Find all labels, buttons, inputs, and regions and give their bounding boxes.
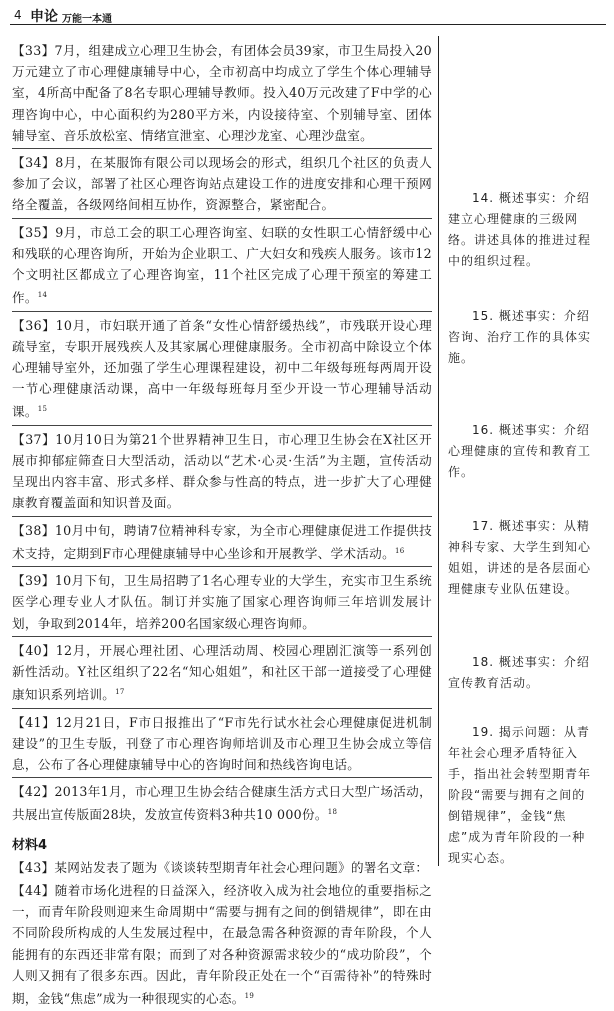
- paragraph-38: 【38】10月中旬，聘请7位精神科专家，为全市心理健康促进工作提供技术支持，定期到F市心理健康辅导中心坐诊和开展教学、学术活动。$^{16}$: [12, 522, 432, 562]
- main-column: [12, 40, 432, 1011]
- side-note-15: 15. 概述事实：介绍咨询、治疗工作的具体实施。: [448, 309, 592, 365]
- separator: [12, 311, 432, 312]
- header-rule: [10, 24, 606, 25]
- column-divider: [438, 36, 439, 866]
- separator: [12, 148, 432, 149]
- paragraph-41: 【41】12月21日，F市日报推出了“F市先行试水社会心理健康促进机制建设”的卫生专版，刊登了市心理咨询师培训及市心理卫生协会成立等信息，公布了各心理健康辅导中心的咨询时间和热线咨询电话。: [12, 714, 432, 773]
- footnote-ref: 16: [394, 546, 405, 555]
- separator: [12, 425, 432, 426]
- paragraph-34: 【34】8月，在某服饰有限公司以现场会的形式，组织几个社区的负责人参加了会议，部署了社区心理咨询站点建设工作的进度安排和心理干预网络全覆盖，各级网络间相互协作，资源整合，紧密配合。: [12, 155, 432, 213]
- separator: [12, 636, 432, 637]
- page-header: [10, 4, 606, 26]
- footnote-ref: 19: [244, 992, 255, 1001]
- separator: [12, 566, 432, 567]
- side-note-14: 14. 概述事实：介绍建立心理健康的三级网络。讲述具体的推进过程中的组织过程。: [448, 191, 592, 268]
- side-note-16: 16. 概述事实：介绍心理健康的宣传和教育工作。: [448, 423, 592, 479]
- separator: [12, 218, 432, 219]
- paragraph-39: 【39】10月下旬，卫生局招聘了1名心理专业的大学生，充实市卫生系统医学心理专业人才队伍。制订并实施了国家心理咨询师三年培训发展计划，争取到2014年，培养200名国家级心理咨询师。: [12, 573, 432, 631]
- paragraph-40: 【40】12月，开展心理社团、心理活动周、校园心理剧汇演等一系列创新性活动。Y社区组织了22名“知心姐姐”，和社区干部一道接受了心理健康知识系列培训。$^{17}$: [12, 642, 432, 703]
- side-note-18: 18. 概述事实：介绍宣传教育活动。: [448, 655, 590, 690]
- page-number: 4: [14, 8, 22, 22]
- paragraph-44: 【44】随着市场化进程的日益深入，经济收入成为社会地位的重要指标之一，而青年阶段则迎来生命周期中“需要与拥有之间的倒错规律”，即在由不同阶段所构成的人生发展过程中，在最急需各种资源的青年阶段，个人能拥有的东西还非常有限；而到了对各种资源需求较少的“成功阶段”，个人则又拥有了很多东西。因此，青年阶段正处在一个“百需待补”的特殊时期，金钱“焦虑”成为一种很现实的心态。$^{19}$: [12, 883, 432, 1007]
- separator: [12, 708, 432, 709]
- paragraph-42: 【42】2013年1月，市心理卫生协会结合健康生活方式日大型广场活动，共展出宣传版面28块，发放宣传资料3种共10 000份。$^{18}$: [12, 784, 432, 823]
- paragraph-36: 【36】10月，市妇联开通了首条“女性心情舒缓热线”，市残联开设心理疏导室，专职开展残疾人及其家属心理健康服务。全市初高中除设立个体心理辅导室外，还加强了学生心理课程建设，初中二年级每班每两周开设一节心理健康活动课，高中一年级每班每月至少开设一节心理辅导活动课。$^{15}$: [12, 317, 432, 420]
- footnote-ref: 15: [37, 405, 48, 414]
- book-title: 申论: [30, 9, 58, 25]
- material-heading: 材料4: [12, 837, 48, 853]
- paragraph-37: 【37】10月10日为第21个世界精神卫生日，市心理卫生协会在X社区开展市抑郁症筛查日大型活动，活动以“艺术·心灵·生活”为主题，宣传活动呈现出内容丰富、形式多样、群众参与性高的特点，进一步扩大了心理健康教育覆盖面和知识普及面。: [12, 431, 432, 511]
- separator: [12, 516, 432, 517]
- paragraph-35: 【35】9月，市总工会的职工心理咨询室、妇联的女性职工心情舒缓中心和残联的心理咨询所，开始为企业职工、广大妇女和残疾人服务。该市12个文明社区都成立了心理咨询室，11个社区完成了心理干预室的筹建工作。$^{14}$: [12, 224, 432, 306]
- footnote-ref: 14: [37, 291, 48, 300]
- paragraph-33: 【33】7月，组建成立心理卫生协会，有团体会员39家，市卫生局投入20万元建立了市心理健康辅导中心，全市初高中均成立了学生个体心理辅导室，4所高中配备了8名专职心理辅导教师。投入40万元改建了F中学的心理咨询中心，中心面积约为280平方米，内设接待室、个别辅导室、团体辅导室、音乐放松室、情绪宣泄室、心理沙龙室、心理沙盘室。: [12, 43, 432, 143]
- footnote-ref: 18: [327, 808, 338, 817]
- side-note-17: 17. 概述事实：从精神科专家、大学生到知心姐姐，讲述的是各层面心理健康专业队伍建设。: [448, 519, 592, 596]
- side-note-19: 19. 揭示问题：从青年社会心理矛盾特征入手，指出社会转型期青年阶段“需要与拥有之间的倒错规律”，金钱“焦虑”成为青年阶段的一种现实心态。: [448, 725, 592, 865]
- book-subtitle: 万能一本通: [62, 14, 112, 25]
- paragraph-43: 【43】某网站发表了题为《谈谈转型期青年社会心理问题》的署名文章：: [12, 859, 429, 875]
- footnote-ref: 17: [115, 688, 125, 697]
- separator: [12, 777, 432, 778]
